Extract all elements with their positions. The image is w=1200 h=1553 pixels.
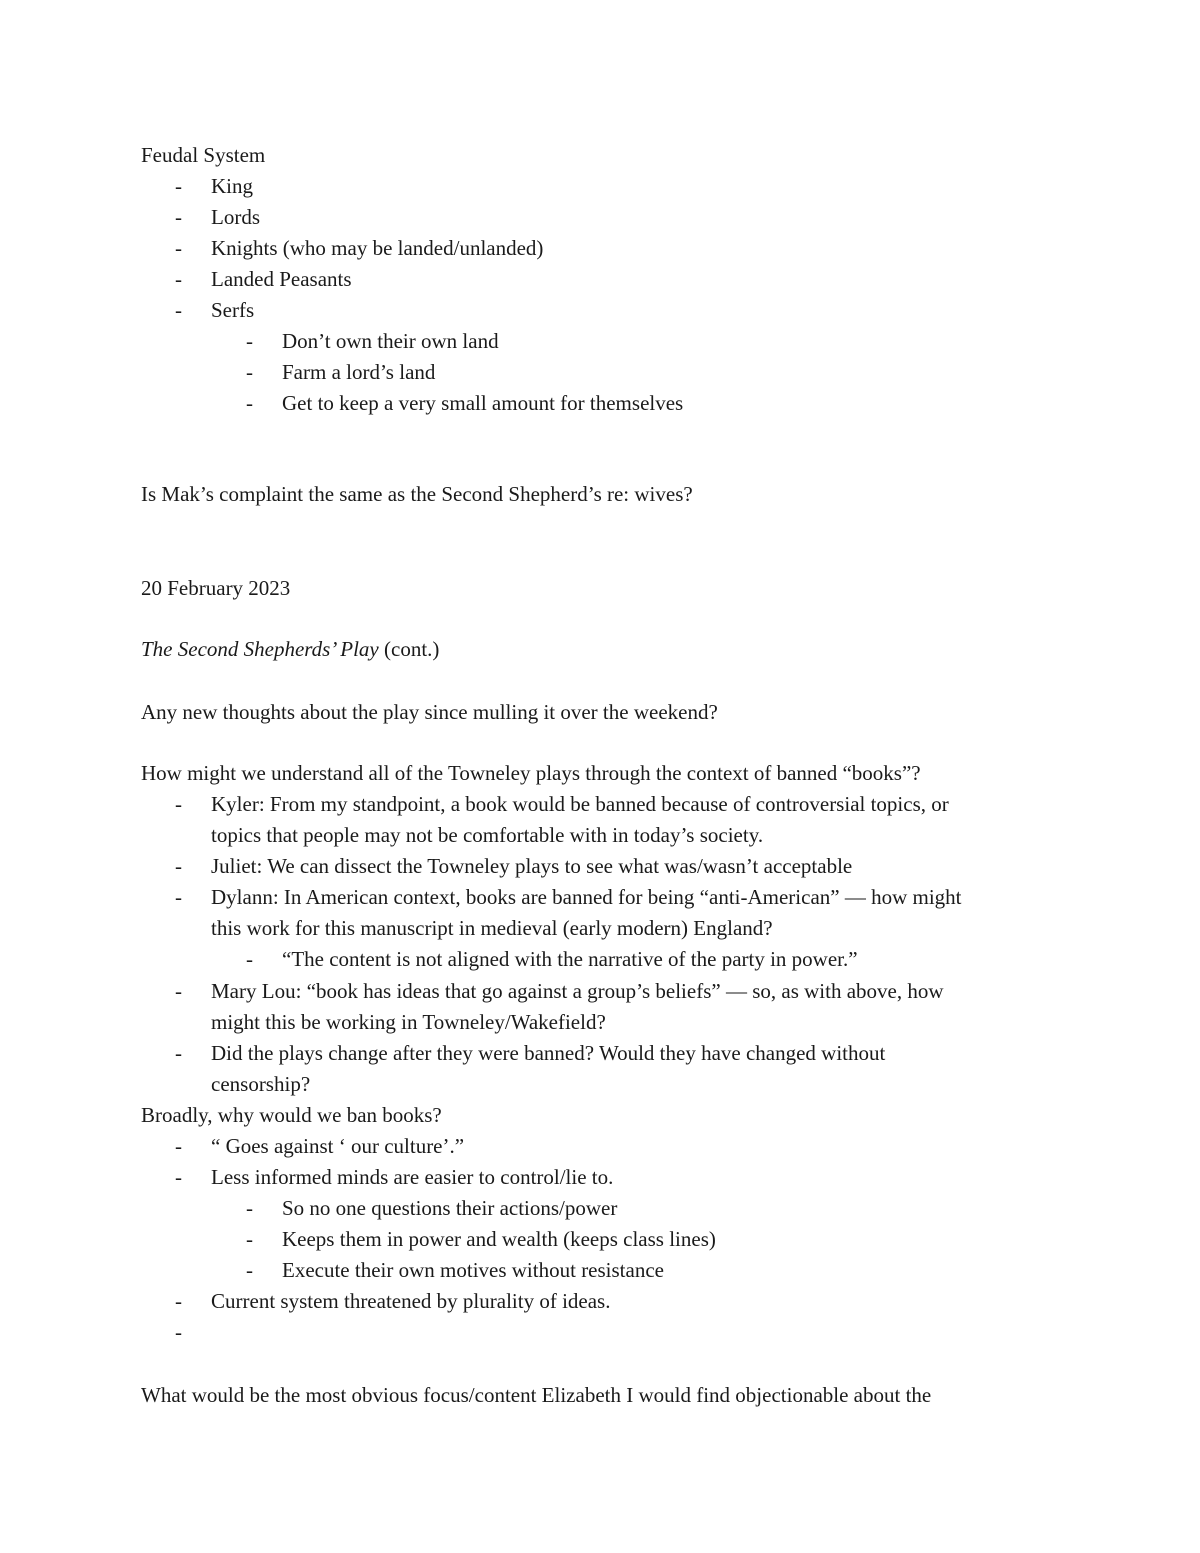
bullet-dash: - — [175, 1041, 182, 1065]
play-title-suffix: (cont.) — [378, 637, 440, 661]
list-item: Serfs — [211, 298, 255, 322]
bullet-dash: - — [175, 236, 182, 260]
list-item: Dylann: In American context, books are banned for being “anti-American” — how might — [211, 885, 962, 909]
list-item-continued: censorship? — [211, 1072, 311, 1096]
sub-list-item: Get to keep a very small amount for themselves — [282, 391, 684, 415]
sub-bullet-dash: - — [246, 1196, 253, 1220]
final-question: What would be the most obvious focus/content Elizabeth I would find objectionable about the — [141, 1383, 932, 1407]
bullet-dash: - — [175, 174, 182, 198]
sub-bullet-dash: - — [246, 947, 253, 971]
bullet-dash: - — [175, 267, 182, 291]
play-title-line — [141, 634, 439, 665]
sub-bullet-dash: - — [246, 391, 253, 415]
bullet-dash: - — [175, 885, 182, 909]
mak-question: Is Mak’s complaint the same as the Second Shepherd’s re: wives? — [141, 482, 693, 506]
list-item-continued: topics that people may not be comfortable with in today’s society. — [211, 823, 764, 847]
list-item-continued: might this be working in Towneley/Wakefield? — [211, 1010, 606, 1034]
list-item: Current system threatened by plurality of ideas. — [211, 1289, 611, 1313]
broadly-question: Broadly, why would we ban books? — [141, 1103, 442, 1127]
sub-bullet-dash: - — [246, 360, 253, 384]
list-item: Lords — [211, 205, 260, 229]
bullet-dash: - — [175, 1165, 182, 1189]
bullet-dash: - — [175, 979, 182, 1003]
bullet-dash: - — [175, 792, 182, 816]
sub-list-item: So no one questions their actions/power — [282, 1196, 618, 1220]
sub-list-item: Farm a lord’s land — [282, 360, 436, 384]
sub-bullet-dash: - — [246, 329, 253, 353]
list-item: Juliet: We can dissect the Towneley plays to see what was/wasn’t acceptable — [211, 854, 853, 878]
feudal-heading: Feudal System — [141, 143, 266, 167]
bullet-dash: - — [175, 298, 182, 322]
list-item: Mary Lou: “book has ideas that go against a group’s beliefs” — so, as with above, how — [211, 979, 944, 1003]
banned-question: How might we understand all of the Towneley plays through the context of banned “books”? — [141, 761, 921, 785]
list-item: Less informed minds are easier to control/lie to. — [211, 1165, 614, 1189]
list-item: Kyler: From my standpoint, a book would be banned because of controversial topics, or — [211, 792, 949, 816]
sub-list-item: Don’t own their own land — [282, 329, 499, 353]
sub-list-item: Keeps them in power and wealth (keeps class lines) — [282, 1227, 716, 1251]
sub-bullet-dash: - — [246, 1227, 253, 1251]
list-item-continued: this work for this manuscript in medieval (early modern) England? — [211, 916, 773, 940]
bullet-dash: - — [175, 1134, 182, 1158]
new-thoughts-question: Any new thoughts about the play since mulling it over the weekend? — [141, 700, 718, 724]
sub-list-item: “The content is not aligned with the narrative of the party in power.” — [282, 947, 858, 971]
list-item: Knights (who may be landed/unlanded) — [211, 236, 544, 260]
bullet-dash-empty-item: - — [175, 1320, 182, 1344]
bullet-dash: - — [175, 205, 182, 229]
list-item: Did the plays change after they were banned? Would they have changed without — [211, 1041, 886, 1065]
bullet-dash: - — [175, 854, 182, 878]
list-item: Landed Peasants — [211, 267, 352, 291]
list-item: “ Goes against ‘ our culture’.” — [211, 1134, 465, 1158]
list-item: King — [211, 174, 253, 198]
bullet-dash: - — [175, 1289, 182, 1313]
sub-bullet-dash: - — [246, 1258, 253, 1282]
date-heading: 20 February 2023 — [141, 576, 291, 600]
sub-list-item: Execute their own motives without resistance — [282, 1258, 664, 1282]
play-title: The Second Shepherds’ Play — [141, 637, 379, 661]
